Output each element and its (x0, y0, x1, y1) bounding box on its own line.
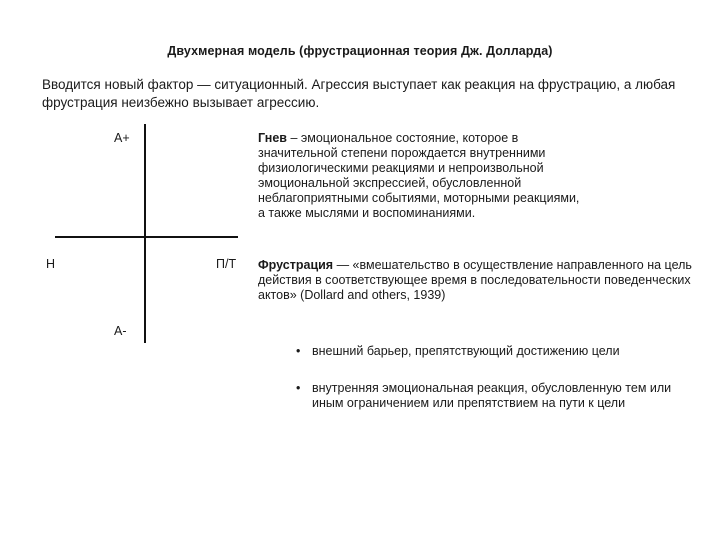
axis-label-a-minus: А- (114, 324, 127, 338)
list-item (296, 344, 696, 359)
bullet-text: внешний барьер, препятствующий достижению цели (312, 344, 620, 358)
vertical-axis (144, 124, 146, 343)
frustration-text: — «вмешательство в осуществление направленного на цель действия в соответствующее время в последовательности поведенческих актов» (Dollard and others, 1939) (258, 258, 692, 302)
bullet-list (296, 344, 696, 433)
list-item (296, 381, 696, 411)
anger-term: Гнев (258, 131, 287, 145)
bullet-text: внутренняя эмоциональная реакция, обусловленную тем или иным ограничением или препятствием на пути к цели (312, 381, 672, 410)
slide-title: Двухмерная модель (фрустрационная теория Дж. Долларда) (167, 44, 553, 58)
anger-definition (258, 131, 588, 221)
horizontal-axis (55, 236, 238, 238)
bullet-icon: • (296, 344, 301, 358)
anger-text: – эмоциональное состояние, которое в значительной степени порождается внутренними физиологическими реакциями и непроизвольной эмоциональной экспрессией, обусловленной неблагоприятными событиями, моторными реакциями, а также мыслями и воспоминаниями. (258, 131, 580, 220)
frustration-definition (258, 258, 698, 303)
bullet-icon: • (296, 381, 301, 395)
axis-label-h: Н (46, 257, 56, 271)
axis-label-a-plus: А+ (114, 131, 130, 145)
intro-paragraph: Вводится новый фактор — ситуационный. Агрессия выступает как реакция на фрустрацию, а любая фрустрация неизбежно вызывает агрессию. (42, 77, 676, 110)
frustration-term: Фрустрация (258, 258, 334, 272)
axis-label-pt: П/Т (216, 257, 237, 271)
